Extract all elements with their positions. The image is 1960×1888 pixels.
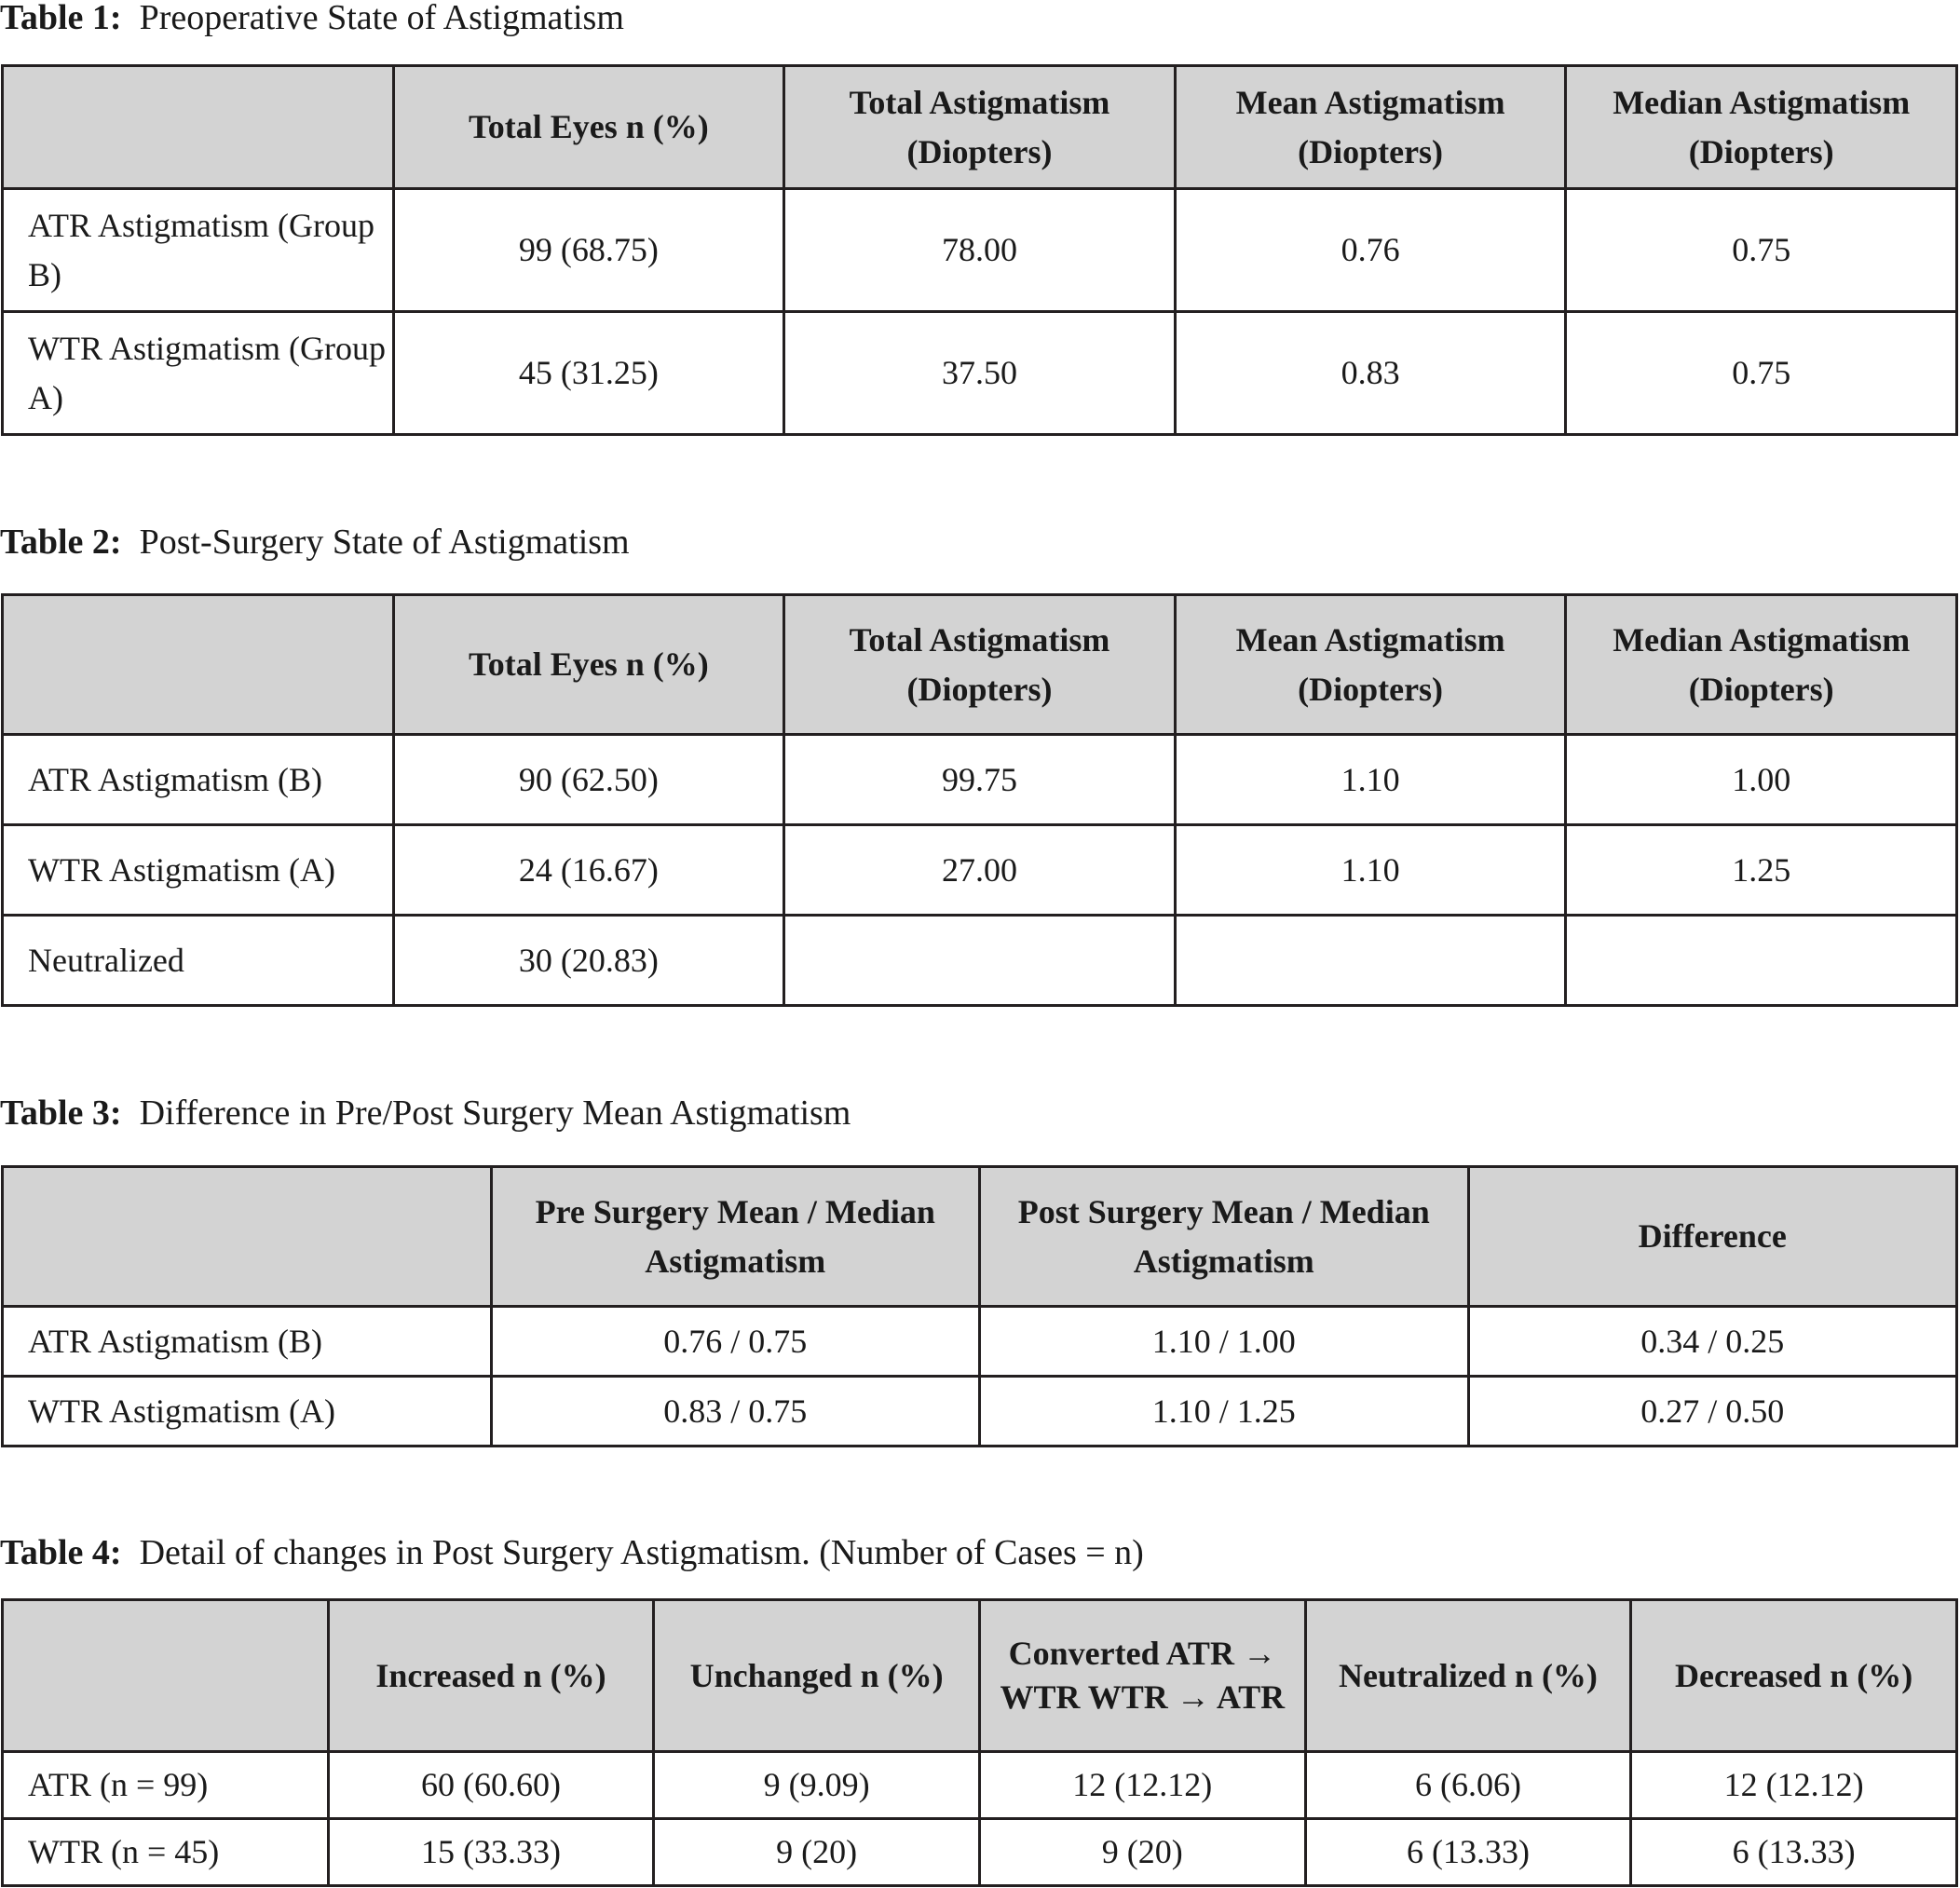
table-cell: 9 (9.09): [654, 1752, 980, 1819]
table-cell: 6 (13.33): [1305, 1819, 1631, 1886]
table-row: [3, 1307, 1957, 1377]
table-cell: 30 (20.83): [393, 916, 784, 1006]
header-cell: Converted ATR → WTR WTR → ATR: [979, 1600, 1305, 1752]
header-cell: Post Surgery Mean / Median Astigmatism: [980, 1167, 1469, 1307]
header-cell: Median Astigmatism (Diopters): [1566, 66, 1957, 189]
table-cell: 27.00: [784, 825, 1176, 916]
header-cell: Total Astigmatism (Diopters): [784, 595, 1176, 735]
table-cell: 99 (68.75): [393, 189, 784, 312]
table-3-caption: [0, 1095, 851, 1131]
table-cell: 1.25: [1566, 825, 1957, 916]
table-cell: 0.75: [1566, 312, 1957, 435]
table-cell: 1.10: [1175, 825, 1566, 916]
row-label: WTR (n = 45): [3, 1819, 329, 1886]
table-cell: 6 (6.06): [1305, 1752, 1631, 1819]
table-row: [3, 916, 1957, 1006]
table-3-title: Difference in Pre/Post Surgery Mean Astigmatism: [139, 1093, 851, 1133]
table-row: [3, 825, 1957, 916]
table-header-row: [3, 66, 1957, 189]
header-cell: [3, 1600, 329, 1752]
table-header-row: [3, 1600, 1957, 1752]
table-cell: 0.34 / 0.25: [1468, 1307, 1957, 1377]
table-cell: 15 (33.33): [328, 1819, 654, 1886]
row-label: Neutralized: [3, 916, 394, 1006]
table-4-label: Table 4:: [0, 1533, 122, 1572]
header-cell: Median Astigmatism (Diopters): [1566, 595, 1957, 735]
header-cell: Decreased n (%): [1631, 1600, 1957, 1752]
row-label: ATR (n = 99): [3, 1752, 329, 1819]
table-1-caption: [0, 0, 624, 35]
table-3-label: Table 3:: [0, 1093, 122, 1133]
table-3: [1, 1165, 1958, 1447]
table-cell: 24 (16.67): [393, 825, 784, 916]
table-row: [3, 1752, 1957, 1819]
table-cell: 0.83 / 0.75: [491, 1377, 980, 1447]
table-cell: 90 (62.50): [393, 735, 784, 825]
header-cell: Total Eyes n (%): [393, 66, 784, 189]
table-cell: 1.10: [1175, 735, 1566, 825]
header-cell: Total Eyes n (%): [393, 595, 784, 735]
table-cell: [784, 916, 1176, 1006]
table-cell: 0.76: [1175, 189, 1566, 312]
table-header-row: [3, 595, 1957, 735]
table-cell: [1175, 916, 1566, 1006]
table-cell: 0.76 / 0.75: [491, 1307, 980, 1377]
table-row: [3, 312, 1957, 435]
table-cell: 12 (12.12): [1631, 1752, 1957, 1819]
table-header-row: [3, 1167, 1957, 1307]
header-cell: Pre Surgery Mean / Median Astigmatism: [491, 1167, 980, 1307]
table-cell: 12 (12.12): [979, 1752, 1305, 1819]
header-cell: Unchanged n (%): [654, 1600, 980, 1752]
table-cell: 9 (20): [654, 1819, 980, 1886]
header-cell: Mean Astigmatism (Diopters): [1175, 66, 1566, 189]
table-cell: 1.00: [1566, 735, 1957, 825]
table-4-caption: [0, 1535, 1144, 1570]
table-2-title: Post-Surgery State of Astigmatism: [139, 523, 630, 562]
table-cell: 78.00: [784, 189, 1176, 312]
table-row: [3, 1819, 1957, 1886]
table-2: [1, 593, 1958, 1007]
table-cell: 99.75: [784, 735, 1176, 825]
header-cell: Neutralized n (%): [1305, 1600, 1631, 1752]
table-4-title: Detail of changes in Post Surgery Astigmatism. (Number of Cases = n): [139, 1533, 1144, 1572]
table-cell: 9 (20): [979, 1819, 1305, 1886]
table-1: [1, 64, 1958, 436]
row-label: ATR Astigmatism (B): [3, 735, 394, 825]
table-cell: 37.50: [784, 312, 1176, 435]
table-row: [3, 189, 1957, 312]
table-cell: [1566, 916, 1957, 1006]
header-cell: [3, 66, 394, 189]
table-cell: 0.83: [1175, 312, 1566, 435]
row-label: ATR Astigmatism (Group B): [3, 189, 394, 312]
table-cell: 1.10 / 1.00: [980, 1307, 1469, 1377]
table-row: [3, 1377, 1957, 1447]
row-label: WTR Astigmatism (A): [3, 1377, 492, 1447]
header-cell: Mean Astigmatism (Diopters): [1175, 595, 1566, 735]
table-cell: 6 (13.33): [1631, 1819, 1957, 1886]
table-cell: 0.27 / 0.50: [1468, 1377, 1957, 1447]
table-cell: 45 (31.25): [393, 312, 784, 435]
header-cell: Increased n (%): [328, 1600, 654, 1752]
row-label: WTR Astigmatism (A): [3, 825, 394, 916]
table-cell: 60 (60.60): [328, 1752, 654, 1819]
table-cell: 1.10 / 1.25: [980, 1377, 1469, 1447]
table-1-title: Preoperative State of Astigmatism: [139, 0, 624, 37]
table-4: [1, 1598, 1958, 1887]
header-cell: [3, 1167, 492, 1307]
table-1-label: Table 1:: [0, 0, 122, 37]
header-cell: Difference: [1468, 1167, 1957, 1307]
header-cell: Total Astigmatism (Diopters): [784, 66, 1176, 189]
table-row: [3, 735, 1957, 825]
table-cell: 0.75: [1566, 189, 1957, 312]
header-cell: [3, 595, 394, 735]
row-label: WTR Astigmatism (Group A): [3, 312, 394, 435]
table-2-caption: [0, 524, 630, 560]
table-2-label: Table 2:: [0, 523, 122, 562]
row-label: ATR Astigmatism (B): [3, 1307, 492, 1377]
